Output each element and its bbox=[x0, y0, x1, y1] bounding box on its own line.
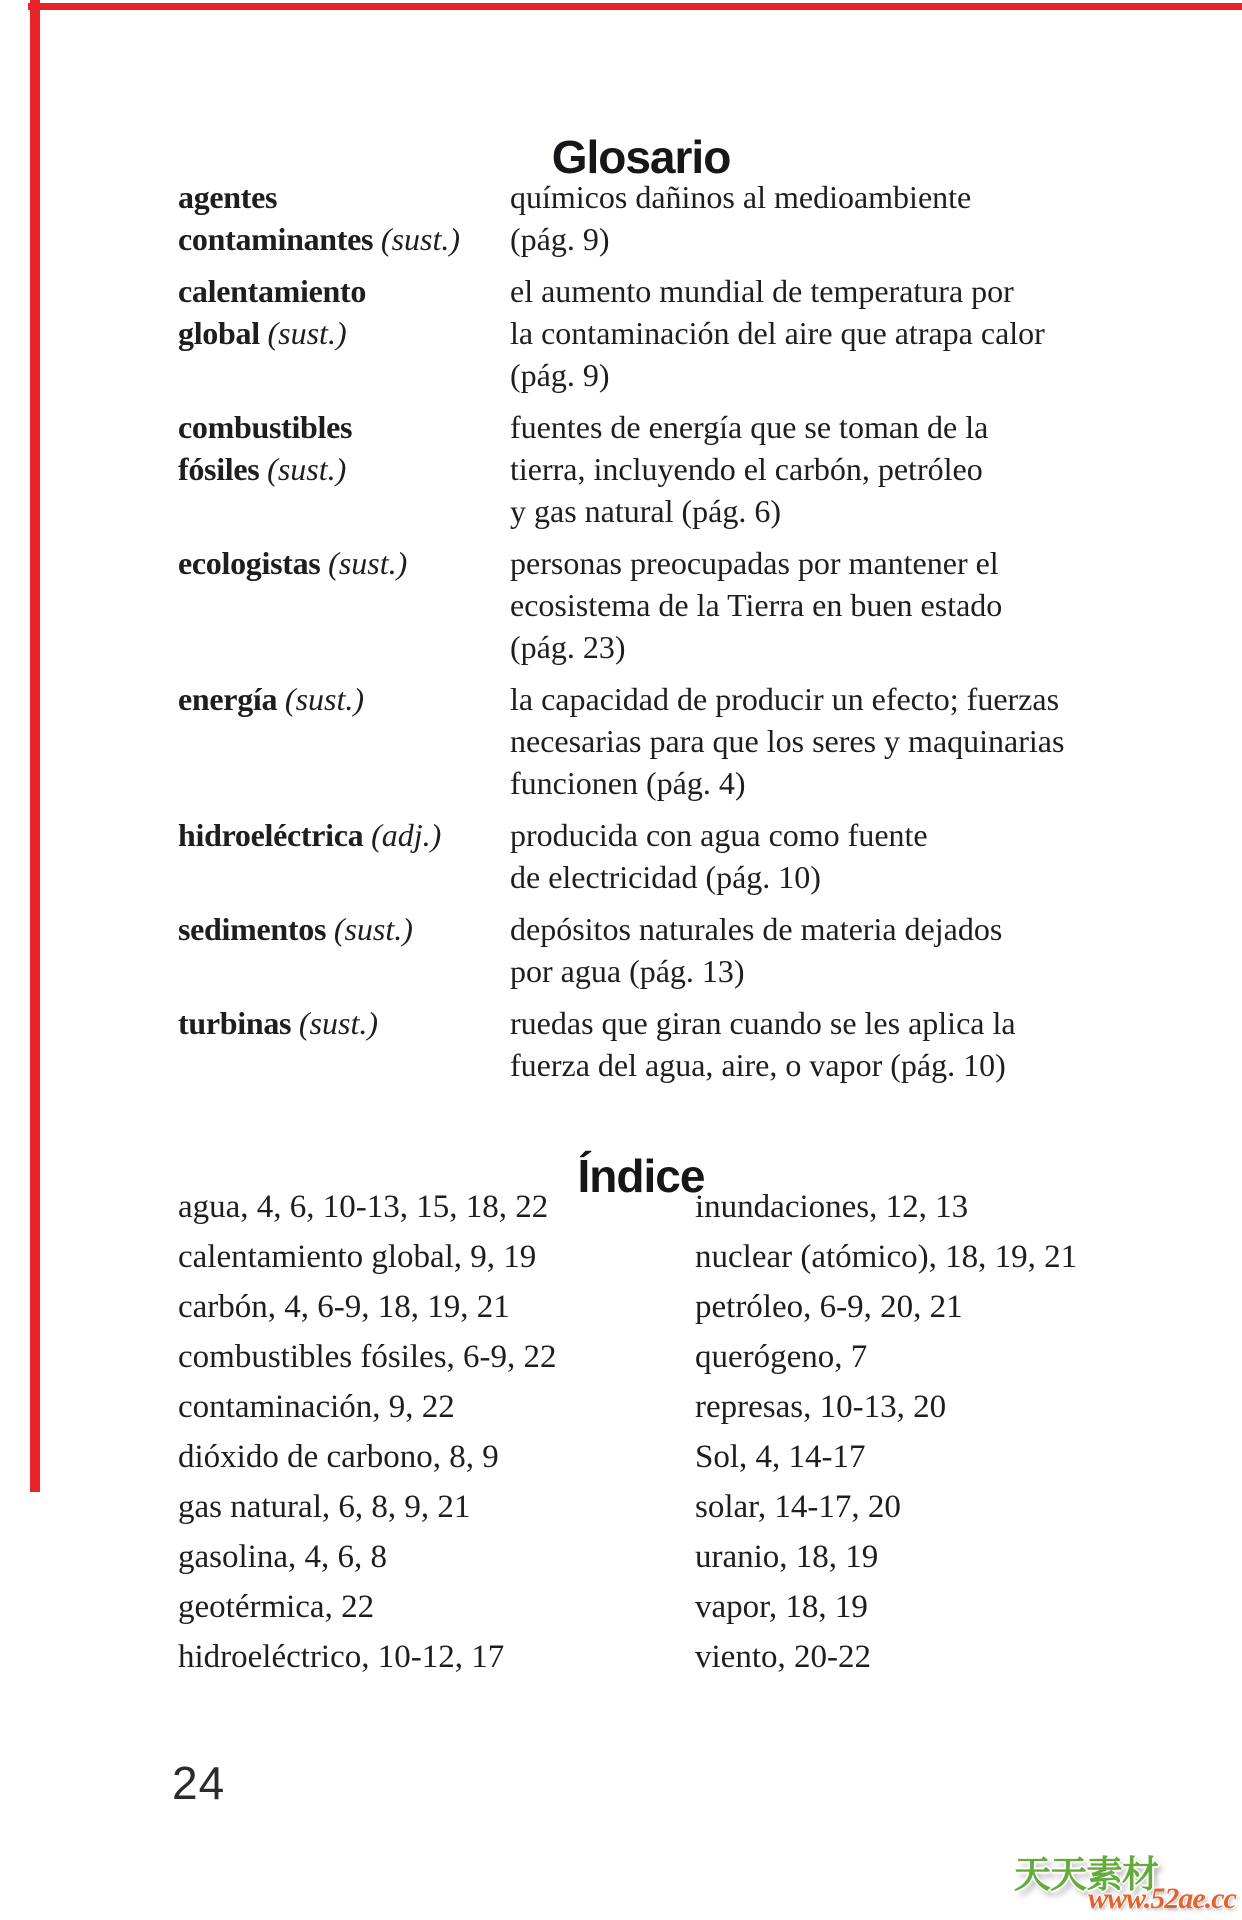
glossary-entry bbox=[178, 176, 1128, 260]
glossary-definition-line: el aumento mundial de temperatura por bbox=[510, 273, 1014, 309]
glossary-term bbox=[178, 908, 510, 950]
red-left-rule bbox=[30, 0, 40, 1492]
index-entry: viento, 20-22 bbox=[695, 1639, 871, 1675]
glossary-definition bbox=[510, 1002, 1128, 1086]
glossary-definition-line: la capacidad de producir un efecto; fuerzas bbox=[510, 681, 1060, 717]
glossary-definition-line: tierra, incluyendo el carbón, petróleo bbox=[510, 451, 983, 487]
glossary-term bbox=[178, 270, 510, 354]
glossary-definition-line: de electricidad (pág. 10) bbox=[510, 859, 821, 895]
index-entry: represas, 10-13, 20 bbox=[695, 1389, 947, 1425]
index-entry: solar, 14-17, 20 bbox=[695, 1489, 901, 1525]
index-entry: hidroeléctrico, 10-12, 17 bbox=[178, 1639, 505, 1675]
glossary-term bbox=[178, 814, 510, 856]
glossary-definition-line: personas preocupadas por mantener el bbox=[510, 545, 999, 581]
index-entry: contaminación, 9, 22 bbox=[178, 1389, 455, 1425]
glossary-entry bbox=[178, 908, 1128, 992]
index-entry: querógeno, 7 bbox=[695, 1339, 868, 1375]
glossary-list bbox=[178, 176, 1128, 1096]
glossary-definition-line: ruedas que giran cuando se les aplica la bbox=[510, 1005, 1016, 1041]
glossary-term-line: calentamiento bbox=[178, 273, 367, 309]
index-entry: nuclear (atómico), 18, 19, 21 bbox=[695, 1239, 1078, 1275]
index-entry: inundaciones, 12, 13 bbox=[695, 1189, 969, 1225]
page-number: 24 bbox=[172, 1757, 226, 1809]
index-entry: carbón, 4, 6-9, 18, 19, 21 bbox=[178, 1289, 510, 1325]
part-of-speech-label: (sust.) bbox=[298, 1005, 379, 1041]
glossary-definition-line: funcionen (pág. 4) bbox=[510, 765, 746, 801]
glossary-term-line: fósiles (sust.) bbox=[178, 451, 347, 487]
index-entry: agua, 4, 6, 10-13, 15, 18, 22 bbox=[178, 1189, 549, 1225]
glossary-definition bbox=[510, 814, 1128, 898]
glossary-term-line: turbinas (sust.) bbox=[178, 1005, 379, 1041]
glossary-term-line: contaminantes (sust.) bbox=[178, 221, 461, 257]
glossary-definition-line: producida con agua como fuente bbox=[510, 817, 928, 853]
glossary-definition-line: la contaminación del aire que atrapa calor bbox=[510, 315, 1045, 351]
index-entry: uranio, 18, 19 bbox=[695, 1539, 879, 1575]
index-entry: combustibles fósiles, 6-9, 22 bbox=[178, 1339, 557, 1375]
index-entry: vapor, 18, 19 bbox=[695, 1589, 868, 1625]
glossary-definition-line: y gas natural (pág. 6) bbox=[510, 493, 782, 529]
glossary-definition bbox=[510, 406, 1128, 532]
index-entry: calentamiento global, 9, 19 bbox=[178, 1239, 537, 1275]
glossary-definition-line: necesarias para que los seres y maquinarias bbox=[510, 723, 1065, 759]
glossary-term-line: energía (sust.) bbox=[178, 681, 365, 717]
glossary-term-line: ecologistas (sust.) bbox=[178, 545, 408, 581]
glossary-term bbox=[178, 1002, 510, 1044]
glossary-definition bbox=[510, 908, 1128, 992]
glossary-definition bbox=[510, 678, 1128, 804]
glossary-definition-line: depósitos naturales de materia dejados bbox=[510, 911, 1003, 947]
index-column-right bbox=[695, 1182, 1077, 1682]
glossary-entry bbox=[178, 406, 1128, 532]
glossary-definition bbox=[510, 176, 1128, 260]
index-entry: dióxido de carbono, 8, 9 bbox=[178, 1439, 499, 1475]
part-of-speech-label: (sust.) bbox=[333, 911, 413, 947]
glossary-definition-line: fuerza del agua, aire, o vapor (pág. 10) bbox=[510, 1047, 1006, 1083]
glossary-definition-line: (pág. 9) bbox=[510, 357, 610, 393]
glossary-term-line: global (sust.) bbox=[178, 315, 347, 351]
glossary-definition-line: ecosistema de la Tierra en buen estado bbox=[510, 587, 1003, 623]
glossary-term-line: combustibles bbox=[178, 409, 353, 445]
glossary-definition-line: fuentes de energía que se toman de la bbox=[510, 409, 989, 445]
glossary-entry bbox=[178, 542, 1128, 668]
glossary-definition-line: (pág. 23) bbox=[510, 629, 626, 665]
part-of-speech-label: (sust.) bbox=[267, 315, 347, 351]
glossary-term-line: agentes bbox=[178, 179, 278, 215]
glossary-term bbox=[178, 542, 510, 584]
part-of-speech-label: (sust.) bbox=[284, 681, 365, 717]
index-entry: petróleo, 6-9, 20, 21 bbox=[695, 1289, 963, 1325]
glossary-entry bbox=[178, 270, 1128, 396]
glossary-term bbox=[178, 176, 510, 260]
index-column-left bbox=[178, 1182, 557, 1682]
glossary-term bbox=[178, 406, 510, 490]
part-of-speech-label: (sust.) bbox=[267, 451, 347, 487]
glossary-definition-line: químicos dañinos al medioambiente bbox=[510, 179, 972, 215]
index-entry: Sol, 4, 14-17 bbox=[695, 1439, 866, 1475]
glossary-term-line: hidroeléctrica (adj.) bbox=[178, 817, 442, 853]
watermark-logo: 天天素材 bbox=[1014, 1853, 1158, 1896]
red-top-rule bbox=[28, 3, 1242, 10]
part-of-speech-label: (sust.) bbox=[328, 545, 408, 581]
index-entry: gasolina, 4, 6, 8 bbox=[178, 1539, 387, 1575]
index-entry: gas natural, 6, 8, 9, 21 bbox=[178, 1489, 471, 1525]
glossary-definition bbox=[510, 270, 1128, 396]
glossary-term bbox=[178, 678, 510, 720]
glossary-definition-line: por agua (pág. 13) bbox=[510, 953, 745, 989]
glossary-entry bbox=[178, 1002, 1128, 1086]
glossary-definition-line: (pág. 9) bbox=[510, 221, 610, 257]
glossary-entry bbox=[178, 678, 1128, 804]
glossary-definition bbox=[510, 542, 1128, 668]
glossary-term-line: sedimentos (sust.) bbox=[178, 911, 413, 947]
index-title: Índice bbox=[577, 1150, 705, 1203]
glossary-title: Glosario bbox=[551, 130, 731, 183]
index-entry: geotérmica, 22 bbox=[178, 1589, 375, 1625]
part-of-speech-label: (sust.) bbox=[380, 221, 461, 257]
watermark-url: www.52ae.cc bbox=[1088, 1882, 1236, 1915]
glossary-entry bbox=[178, 814, 1128, 898]
part-of-speech-label: (adj.) bbox=[371, 817, 442, 853]
